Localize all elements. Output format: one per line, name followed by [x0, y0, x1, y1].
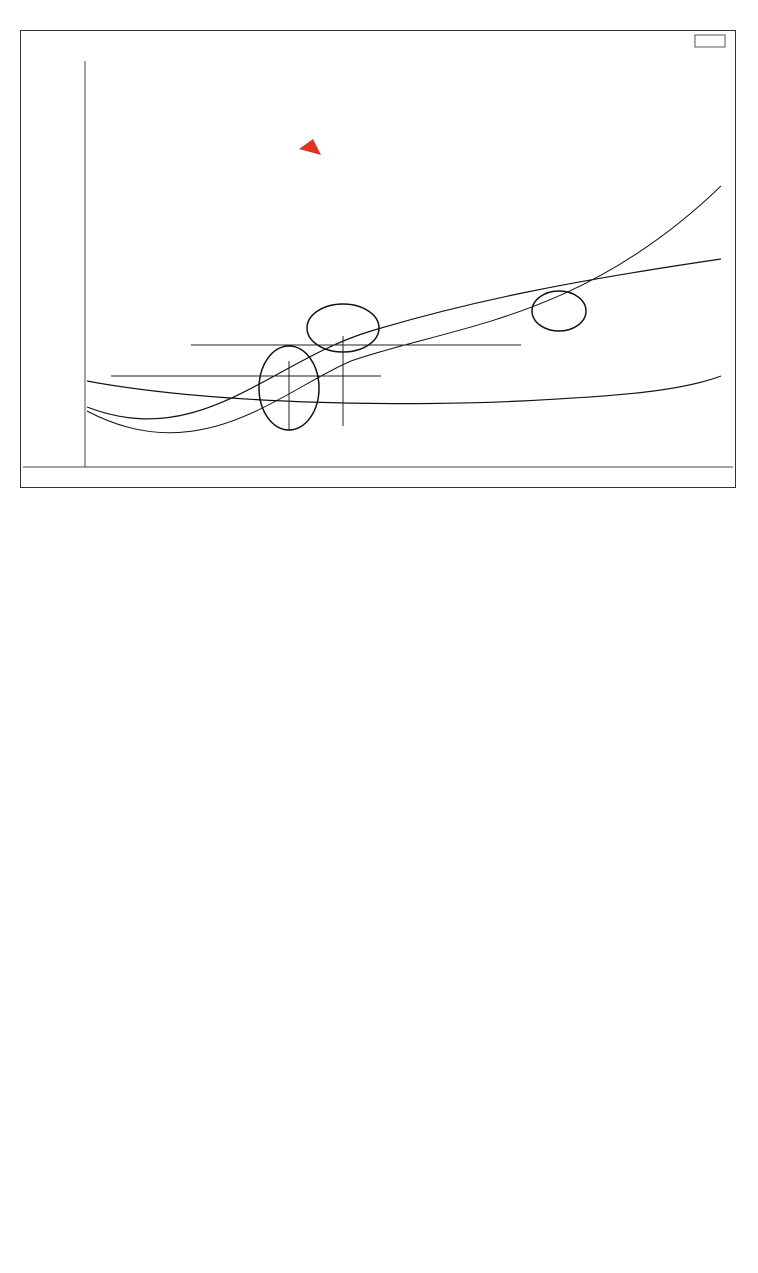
ma20-curve	[87, 186, 721, 433]
stock-chart-svg	[21, 31, 735, 487]
ma250-curve	[87, 376, 721, 404]
watermark-logo	[299, 139, 321, 155]
logo-flame-icon	[299, 139, 321, 155]
second-add-circle	[532, 291, 586, 331]
ma-curve	[87, 259, 721, 419]
stock-chart-figure	[20, 30, 736, 488]
window-button-icon[interactable]	[695, 35, 725, 47]
